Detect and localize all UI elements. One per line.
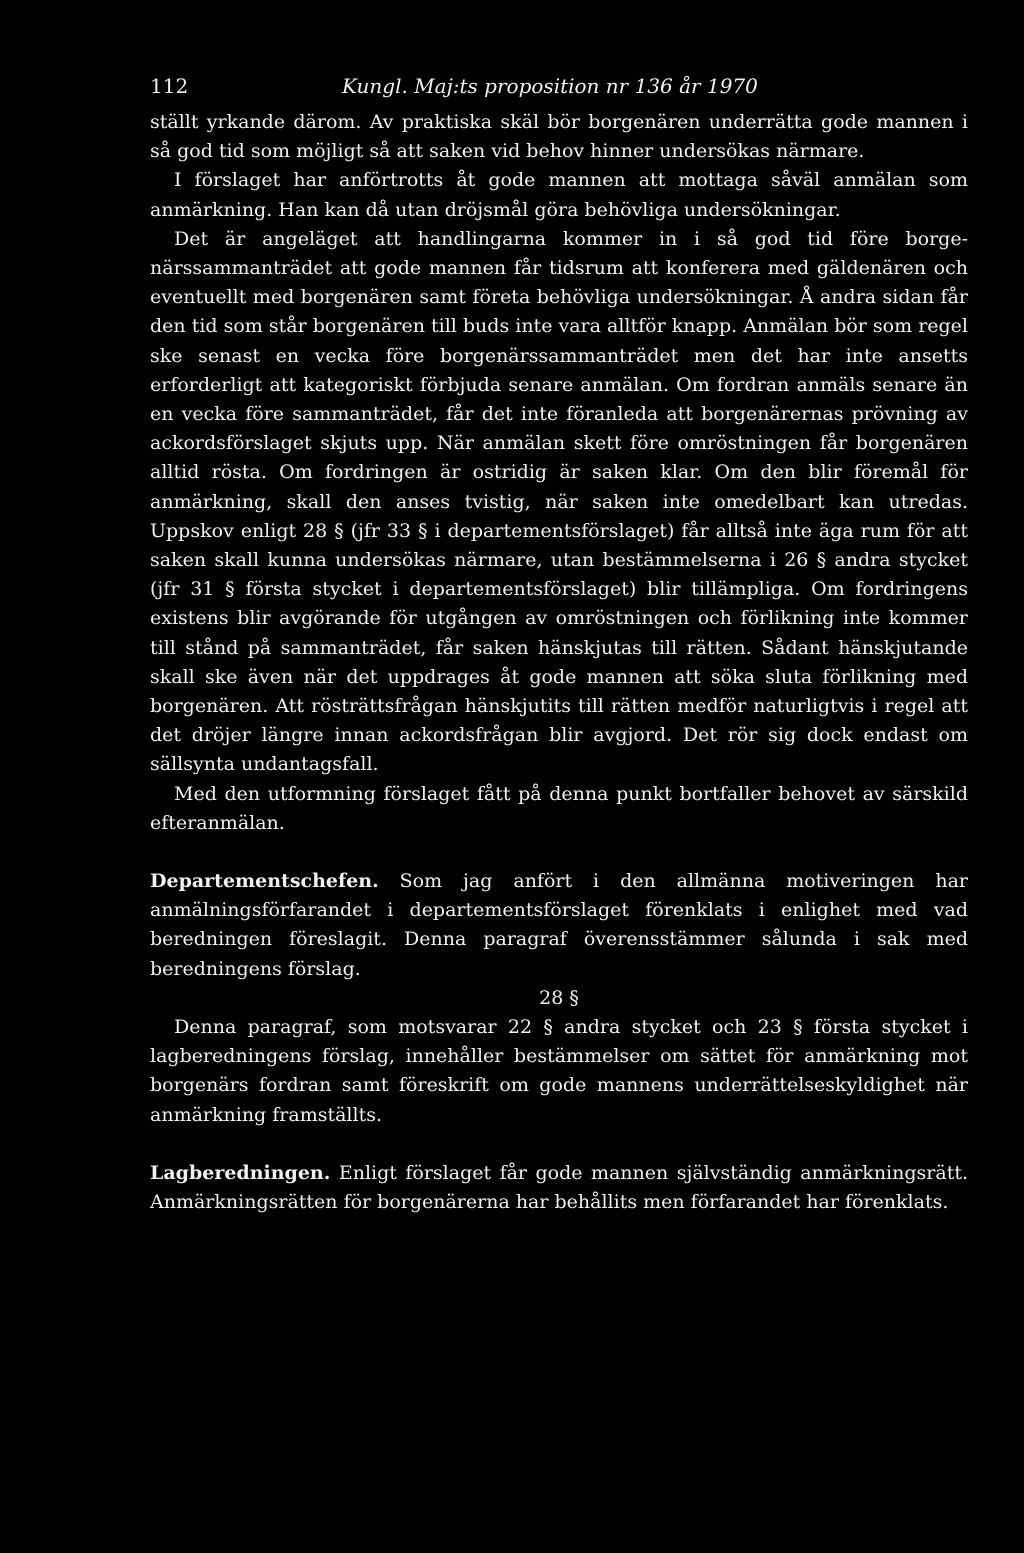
- body-text: [150, 108, 968, 1217]
- paragraph-1: ställt yrkande därom. Av praktiska skäl bör borgenären underrätta gode mannen i så god tid som möjligt så att saken vid behov hinner undersökas närmare.: [150, 111, 968, 163]
- paragraph-3: Det är angeläget att handlingarna kommer in i så god tid före borgenärssammanträdet att gode mannen får tidsrum att konferera med gäldenären och eventuellt med borgenären samt företa behövliga undersökningar. Å andra sidan får den tid som står borgenären till buds inte vara alltför knapp. Anmälan bör som regel ske senast en vecka före borgenärssammanträdet men det har inte ansetts erforderligt att kategoriskt förbjuda senare anmälan. Om fordran anmäls senare än en vecka före sammanträdet, får det inte föranleda att borgenärernas prövning av ackordsförslaget skjuts upp. När anmälan skett före omröstningen får borgenären alltid rösta. Om fordringen är ostridig är saken klar. Om den blir föremål för anmärkning, skall den anses tvistig, när saken inte omedelbart kan utredas. Uppskov enligt 28 § (jfr 33 § i departementsförslaget) får alltså inte äga rum för att saken skall kunna undersökas närmare, utan bestämmelserna i 26 § andra stycket (jfr 31 § första stycket i departementsförslaget) blir tillämpliga. Om fordringens existens blir avgörande för utgången av omröstningen och förlikning inte kommer till stånd på sammanträdet, får saken hänskjutas till rätten. Sådant hänskjutande skall ske även när det uppdrages åt gode mannen att söka sluta förlikning med borgenären. Att rösträttsfrågan hänskjutits till rätten medför naturligtvis i regel att det dröjer längre innan ackordsfrågan blir avgjord. Det rör sig dock endast om sällsynta undantagsfall.: [150, 227, 968, 776]
- running-title: Kungl. Maj:ts proposition nr 136 år 1970: [342, 74, 758, 98]
- paragraph-4: Med den utformning förslaget fått på denna punkt bortfaller behovet av särskild efteranmälan.: [150, 782, 968, 834]
- page-number: 112: [150, 74, 189, 98]
- paragraph-lagberedningen: [150, 1159, 968, 1217]
- paragraph-2: I förslaget har anförtrotts åt gode mannen att mottaga såväl anmälan som anmärkning. Han kan då utan dröjsmål göra behövliga undersökningar.: [150, 169, 968, 221]
- paragraph-7-text: Enligt förslaget får gode mannen självständig anmärkningsrätt. Anmärkningsrätten för borgenärerna har behållits men förfarandet har förenklats.: [150, 1161, 968, 1213]
- section-heading: 28 §: [539, 986, 579, 1009]
- paragraph-6: Denna paragraf, som motsvarar 22 § andra stycket och 23 § första stycket i lagberedningens förslag, innehåller bestämmelser om sättet för anmärkning mot borgenärs fordran samt föreskrift om gode mannens underrättelseskyldighet när anmärkning framställts.: [150, 1015, 968, 1126]
- paragraph-departementschefen: [150, 867, 968, 984]
- speaker-label: Departementschefen.: [150, 870, 379, 893]
- document-page: [150, 72, 968, 1217]
- page-header: [150, 72, 968, 108]
- paragraph-5-text: Som jag anfört i den allmänna motiveringen har anmälningsförfarandet i departementsförslaget förenklats i enlighet med vad beredningen föreslagit. Denna paragraf överensstämmer sålunda i sak med beredningens förslag.: [150, 870, 968, 980]
- speaker-label: Lagberedningen.: [150, 1161, 331, 1184]
